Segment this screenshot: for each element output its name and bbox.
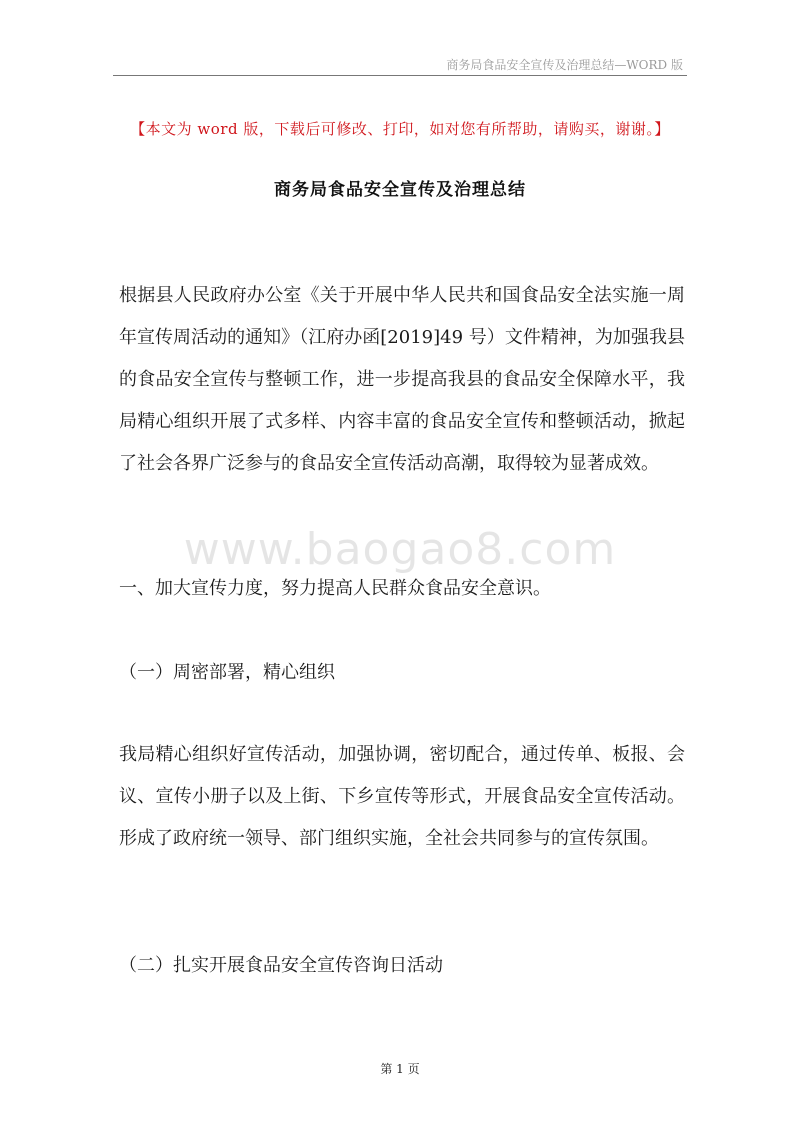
- intro-paragraph: 根据县人民政府办公室《关于开展中华人民共和国食品安全法实施一周年宣传周活动的通知》（江府办函[2019]49 号）文件精神，为加强我县的食品安全宣传与整顿工作，进一步提高我县的食品安全保障水平，我局精心组织开展了式多样、内容丰富的食品安全宣传和整顿活动，掀起了社会各界广泛参与的食品安全宣传活动高潮，取得较为显著成效。: [119, 285, 685, 474]
- page-number: 第 1 页: [380, 1062, 420, 1076]
- subsection-heading-2: （二）扎实开展食品安全宣传咨询日活动: [119, 955, 443, 976]
- watermark: www.baogao8.com: [183, 524, 617, 575]
- subsection-paragraph-1: 我局精心组织好宣传活动，加强协调，密切配合，通过传单、板报、会议、宣传小册子以及上街、下乡宣传等形式，开展食品安全宣传活动。形成了政府统一领导、部门组织实施，全社会共同参与的宣传氛围。: [119, 744, 685, 849]
- download-notice: 【本文为 word 版，下载后可修改、打印，如对您有所帮助，请购买，谢谢。】: [130, 120, 670, 138]
- header-divider: [113, 75, 687, 76]
- section-heading-1: 一、加大宣传力度，努力提高人民群众食品安全意识。: [119, 578, 551, 599]
- document-title: 商务局食品安全宣传及治理总结: [274, 180, 526, 200]
- running-header: 商务局食品安全宣传及治理总结—WORD 版: [446, 58, 683, 72]
- subsection-heading-1: （一）周密部署，精心组织: [119, 662, 335, 683]
